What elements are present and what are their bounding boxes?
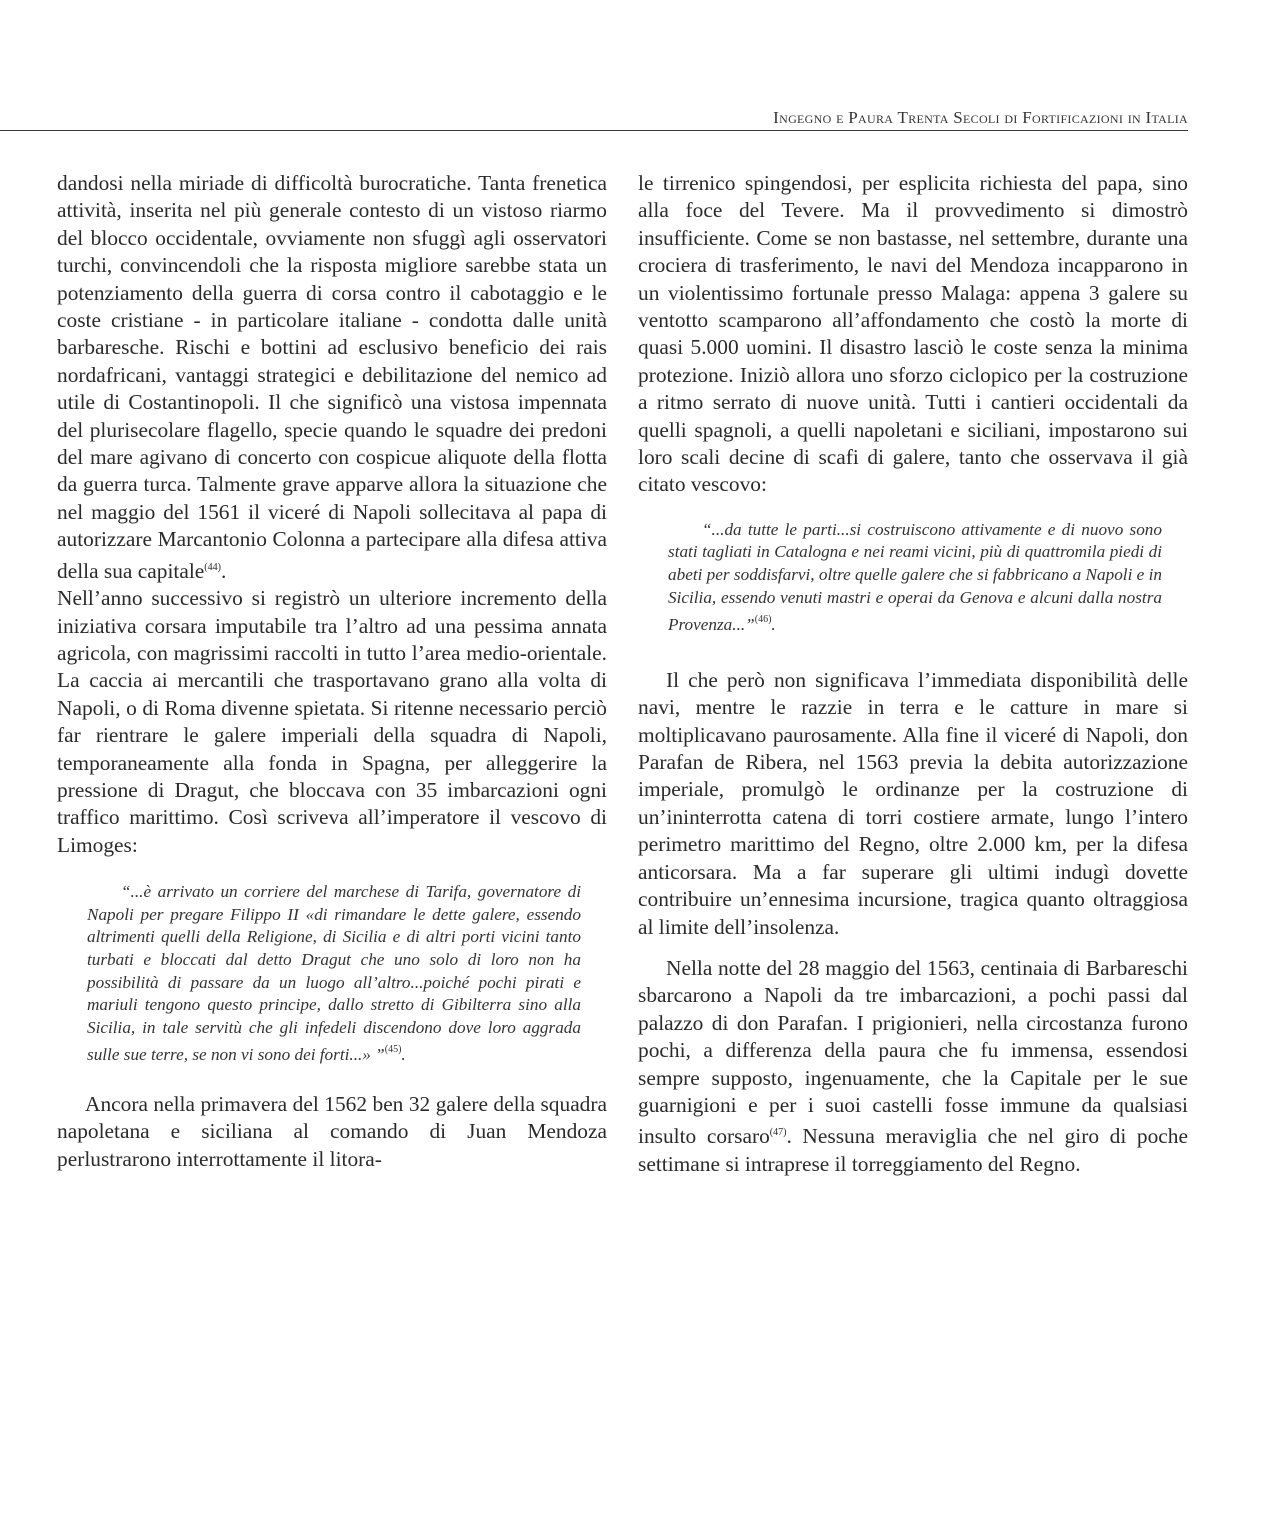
- quote-text: “...da tutte le parti...si costruiscono attivamente e di nuovo sono stati tagliati in Catalogna e nei reami vicini, più di quattromila piedi di abeti per soddisfarvi, oltre quelle galere che si fabbricano a Napoli e in Sicilia, essendo venuti mastri e operai da Genova e alcuni dalla nostra Provenza...”: [668, 519, 1162, 635]
- footnote-ref: (44): [204, 561, 221, 573]
- left-column: [57, 170, 607, 1173]
- body-paragraph: Ancora nella primavera del 1562 ben 32 galere della squadra napoletana e siciliana al comando di Juan Mendoza perlustrarono interrottamente il litora-: [57, 1091, 607, 1171]
- footnote-ref: (47): [769, 1127, 787, 1139]
- body-paragraph: Nell’anno successivo si registrò un ulteriore incremento della iniziativa corsara imputabile tra l’altro ad una pessima annata agricola, con magrissimi raccolti in tutto l’area medio-orientale. La caccia ai mercantili che trasportavano grano alla volta di Napoli, o di Roma divenne spietata. Si ritenne necessario perciò far rientrare le galere imperiali della squadra di Napoli, temporaneamente alla fonda in Spagna, per alleggerire la pressione di Dragut, che bloccava con 35 imbarcazioni ogni traffico marittimo. Così scriveva all’imperatore il vescovo di Limoges:: [57, 586, 607, 857]
- header-rule: [0, 130, 1188, 131]
- quote-text: “...è arrivato un corriere del marchese di Tarifa, governatore di Napoli per pregare Filippo II «di rimandare le dette galere, essendo altrimenti quelli della Religione, di Sicilia e di altri porti vicini tanto turbati e bloccati dal detto Dragut che uno solo di loro non ha possibilità di passare da un luogo all’altro...poiché pochi pirati e mariuli tengono questo principe, dallo stretto di Gibilterra sino alla Sicilia, in tale servitù che gli infedeli discendono dove loro aggrada sulle sue terre, se non vi sono dei forti...» ”: [87, 882, 581, 1065]
- paragraph-end: .: [220, 558, 227, 583]
- block-quote: [668, 519, 1162, 637]
- footnote-ref: (45): [384, 1044, 402, 1056]
- paragraph-end: . Nessuna meraviglia che nel giro di poche settimane si intraprese il torreggiamento del Regno.: [638, 1124, 1188, 1176]
- footnote-ref: (46): [754, 614, 772, 626]
- body-paragraph: [638, 955, 1188, 1178]
- body-paragraph: le tirrenico spingendosi, per esplicita richiesta del papa, sino alla foce del Tevere. Ma il provvedimento si dimostrò insufficiente. Come se non bastasse, nel settembre, durante una crociera di trasferimento, le navi del Mendoza incapparono in un violentissimo fortunale presso Malaga: appena 3 galere su ventotto scamparono all’affondamento che costò la morte di quasi 5.000 uomini. Il disastro lasciò le coste senza la minima protezione. Iniziò allora uno sforzo ciclopico per la costruzione a ritmo serrato di nuove unità. Tutti i cantieri occidentali da quelli spagnoli, a quelli napoletani e siciliani, impostarono sui loro scali decine di scafi di galere, tanto che osservava il già citato vescovo:: [638, 171, 1188, 497]
- running-head: Ingegno e Paura Trenta Secoli di Fortificazioni in Italia: [773, 108, 1188, 127]
- body-paragraph: Il che però non significava l’immediata disponibilità delle navi, mentre le razzie in terra e le catture in mare si moltiplicavano paurosamente. Alla fine il viceré di Napoli, don Parafan de Ribera, nel 1563 previa la debita autorizzazione imperiale, promulgò le ordinanze per la costruzione di un’ininterrotta catena di torri costiere armate, lungo l’intero perimetro marittimo del Regno, oltre 2.000 km, per la difesa anticorsara. Ma a far superare gli ultimi indugì dovette contribuire un’ennesima incursione, tragica quanto oltraggiosa al limite dell’insolenza.: [638, 667, 1188, 939]
- paragraph-text: dandosi nella miriade di difficoltà burocratiche. Tanta frenetica attività, inserita nel più generale contesto di un vistoso riarmo del blocco occidentale, ovviamente non sfuggì agli osservatori turchi, convincendoli che la risposta migliore sarebbe stata un potenziamento della guerra di corsa contro il cabotaggio e le coste cristiane - in particolare italiane - condotta dalle unità barbaresche. Rischi e bottini ad esclusivo beneficio dei rais nordafricani, vantaggi strategici e debilitazione del nemico ad utile di Costantinopoli. Il che significò una vistosa impennata del plurisecolare flagello, specie quando le squadre dei predoni del mare agivano di concerto con cospicue aliquote della flotta da guerra turca. Talmente grave apparve allora la situazione che nel maggio del 1561 il viceré di Napoli sollecitava al papa di autorizzare Marcantonio Colonna a partecipare alla difesa attiva della sua capitale: [57, 171, 607, 583]
- paragraph-text: Nella notte del 28 maggio del 1563, centinaia di Barbareschi sbarcarono a Napoli da tre imbarcazioni, a pochi passi dal palazzo di don Parafan. I prigionieri, nella circostanza furono pochi, a differenza della paura che fu immensa, essendosi sempre supposto, ingenuamente, che la Capitale per le sue guarnigioni e per i suoi castelli fosse immune da qualsiasi insulto corsaro: [638, 955, 1188, 1149]
- quote-end: .: [771, 615, 776, 635]
- right-column: [638, 170, 1188, 1178]
- quote-end: .: [401, 1045, 406, 1065]
- block-quote: [87, 881, 581, 1067]
- body-paragraph: [57, 170, 607, 585]
